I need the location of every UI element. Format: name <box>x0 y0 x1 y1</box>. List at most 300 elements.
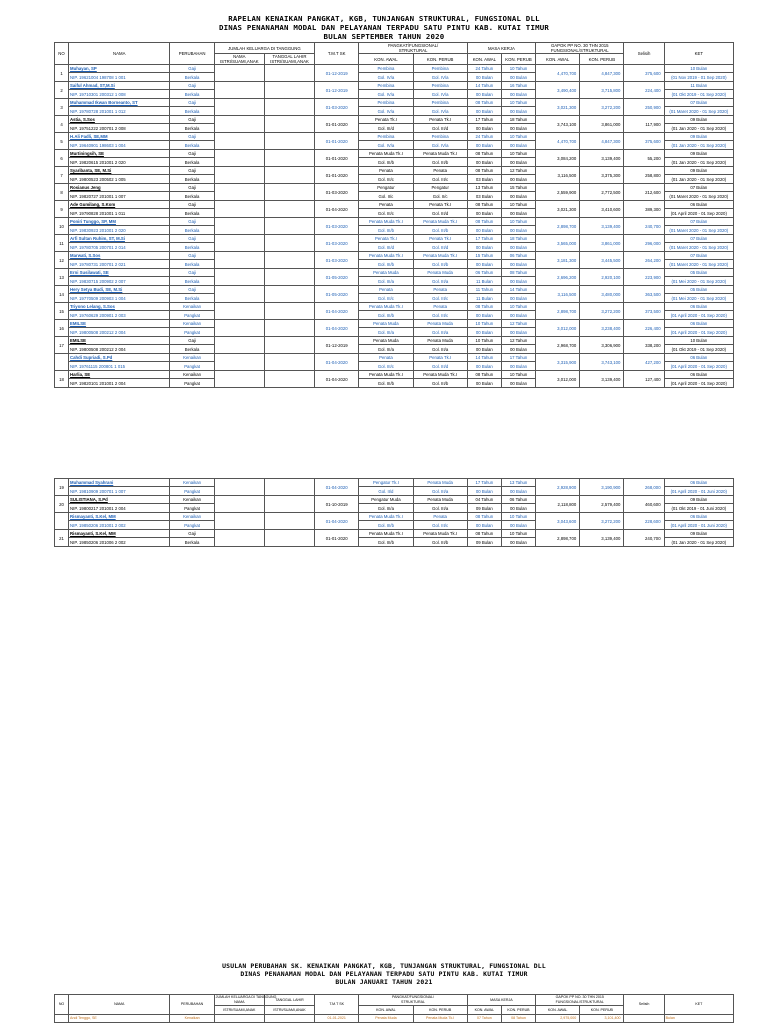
salary-change: 3,480,000 <box>580 286 624 303</box>
family-name-cell <box>214 496 264 513</box>
salary-difference: 338,200 <box>624 337 664 354</box>
change-subtype: Berkala <box>170 107 214 116</box>
family-name-cell <box>214 150 264 167</box>
rank-change-grade: Gol. IV/a <box>413 90 467 99</box>
change-type: Gaji <box>170 133 214 141</box>
period-range: (01 Okt 2019 - 01 Juni 2020) <box>664 504 733 513</box>
header-ket: KET <box>664 43 733 65</box>
family-name-cell <box>214 337 264 354</box>
service-initial-years: 08 Tahun <box>467 513 501 521</box>
service-initial-months: 00 Bulan <box>467 158 501 167</box>
rank-initial-grade: Gol. II/d <box>359 487 413 496</box>
rank-initial: Penata Muda <box>359 320 413 328</box>
header-masa-perub: KON. PERUB <box>501 54 535 65</box>
usulan-header-nama: NAMA <box>69 995 170 1015</box>
rapelan-row <box>55 65 734 73</box>
rank-change-grade: Gol. III/a <box>413 487 467 496</box>
period-range: (01 Maret 2020 - 01 Sep 2020) <box>664 260 733 269</box>
period-range: (01 Maret 2020 - 01 Sep 2020) <box>664 107 733 116</box>
rapelan-row <box>55 252 734 260</box>
salary-change: 3,139,400 <box>580 371 624 388</box>
rank-change: Penata Muda <box>413 479 467 487</box>
tmt-sk: 01-03-2020 <box>315 252 359 269</box>
salary-initial: 2,118,800 <box>536 496 580 513</box>
months-count: 06 Bulan <box>664 320 733 328</box>
rank-change: Penata Muda Tk.I <box>413 252 467 260</box>
service-initial-years: 04 Tahun <box>467 496 501 504</box>
service-change-years: 10 Tahun <box>501 530 535 538</box>
service-initial-months: 00 Bulan <box>467 90 501 99</box>
family-name-cell <box>214 184 264 201</box>
row-no: 12 <box>55 252 69 269</box>
usulan-row-tmt: 01-01-2021 <box>315 1015 359 1023</box>
service-change-years: 16 Tahun <box>501 82 535 90</box>
salary-initial: 3,565,000 <box>536 235 580 252</box>
change-type: Gaji <box>170 286 214 294</box>
rapelan-row <box>55 269 734 277</box>
rapelan-row <box>55 150 734 158</box>
rank-initial-grade: Gol. III/b <box>359 226 413 235</box>
usulan-header-no: NO <box>55 995 69 1015</box>
salary-change: 3,272,200 <box>580 303 624 320</box>
tmt-sk: 01-01-2020 <box>315 167 359 184</box>
employee-name: Poniri Tunggo, SP, MM <box>69 218 170 226</box>
rank-initial-grade: Gol. IV/a <box>359 141 413 150</box>
service-change-years: 13 Tahun <box>501 479 535 487</box>
row-no: 20 <box>55 496 69 513</box>
rank-initial: Pembina <box>359 99 413 107</box>
document-title <box>0 14 768 41</box>
service-initial-years: 08 Tahun <box>467 371 501 379</box>
usulan-title <box>0 962 768 986</box>
change-type: Gaji <box>170 167 214 175</box>
months-count: 07 Bulan <box>664 184 733 192</box>
service-initial-months: 00 Bulan <box>467 521 501 530</box>
tmt-sk: 01-04-2020 <box>315 320 359 337</box>
rank-initial: Penata <box>359 201 413 209</box>
usulan-title-line-2: DINAS PENANAMAN MODAL DAN PELAYANAN TERPADU SATU PINTU KAB. KUTAI TIMUR <box>240 970 528 978</box>
family-birth-cell <box>264 150 314 167</box>
change-subtype: Berkala <box>170 209 214 218</box>
family-birth-cell <box>264 235 314 252</box>
employee-nip: NIP. 19761115 200801 1 015 <box>69 362 170 371</box>
months-count: 09 Bulan <box>664 150 733 158</box>
period-range: (01 Okt 2019 - 01 Sep 2020) <box>664 90 733 99</box>
service-change-years: 10 Tahun <box>501 99 535 107</box>
period-range: (01 Jan 2020 - 01 Sep 2020) <box>664 158 733 167</box>
tmt-sk: 01-12-2019 <box>315 82 359 99</box>
header-keluarga-nama: NAMA ISTRI/SUAMI,ANAK <box>214 54 264 65</box>
service-change-years: 12 Tahun <box>501 337 535 345</box>
employee-nip: NIP. 19751222 200701 2 008 <box>69 124 170 133</box>
salary-initial: 4,470,700 <box>536 65 580 82</box>
service-initial-years: 17 Tahun <box>467 479 501 487</box>
service-change-years: 18 Tahun <box>501 116 535 124</box>
rank-change-grade: Gol. III/c <box>413 311 467 320</box>
salary-change: 3,375,300 <box>580 167 624 184</box>
family-birth-cell <box>264 252 314 269</box>
rank-change-grade: Gol. III/a <box>413 277 467 286</box>
employee-name: Muhammad Ikwan Borneanto, ST <box>69 99 170 107</box>
change-subtype: Berkala <box>170 124 214 133</box>
usulan-header-keluarga-tgl: TANGGAL LAHIR <box>264 995 314 1006</box>
change-type: Kenaikan <box>170 513 214 521</box>
salary-change: 3,715,800 <box>580 82 624 99</box>
service-change-months: 00 Bulan <box>501 192 535 201</box>
service-change-months: 00 Bulan <box>501 73 535 82</box>
change-subtype: Pangkat <box>170 311 214 320</box>
usulan-row-no <box>55 1015 69 1023</box>
service-change-years: 10 Tahun <box>501 201 535 209</box>
service-initial-years: 08 Tahun <box>467 303 501 311</box>
rank-change: Penata <box>413 303 467 311</box>
service-change-months: 00 Bulan <box>501 226 535 235</box>
salary-change: 3,861,000 <box>580 116 624 133</box>
rank-change: Penata Tk.I <box>413 354 467 362</box>
usulan-header-masa-awal: KON. AWAL <box>467 1006 501 1015</box>
salary-initial: 2,559,900 <box>536 184 580 201</box>
tmt-sk: 01-04-2020 <box>315 479 359 496</box>
salary-difference: 226,400 <box>624 320 664 337</box>
period-range: (01 April 2020 - 01 Sep 2020) <box>664 311 733 320</box>
rank-change: Penata Muda <box>413 496 467 504</box>
salary-initial: 3,021,300 <box>536 201 580 218</box>
salary-initial: 3,084,200 <box>536 150 580 167</box>
rapelan-row <box>55 286 734 294</box>
service-change-months: 00 Bulan <box>501 328 535 337</box>
rank-initial-grade: Gol. III/a <box>359 504 413 513</box>
employee-name: Marwati, S.Sos <box>69 252 170 260</box>
family-name-cell <box>214 252 264 269</box>
row-no: 11 <box>55 235 69 252</box>
family-birth-cell <box>264 513 314 530</box>
rank-initial-grade: Gol. III/c <box>359 362 413 371</box>
rank-initial-grade: Gol. III/c <box>359 294 413 303</box>
row-no: 2 <box>55 82 69 99</box>
rank-change-grade: Gol. III/b <box>413 538 467 547</box>
salary-initial: 3,043,600 <box>536 513 580 530</box>
service-initial-months: 03 Bulan <box>467 175 501 184</box>
months-count: 07 Bulan <box>664 252 733 260</box>
employee-nip: NIP. 19780728 201001 1 012 <box>69 107 170 116</box>
months-count: 09 Bulan <box>664 496 733 504</box>
family-birth-cell <box>264 337 314 354</box>
usulan-header-pangkat-perub: KON. PERUB <box>413 1006 467 1015</box>
salary-change: 3,272,200 <box>580 99 624 116</box>
service-change-months: 00 Bulan <box>501 141 535 150</box>
rank-initial-grade: Gol. III/d <box>359 124 413 133</box>
rank-change-grade: Gol. III/c <box>413 175 467 184</box>
employee-name: Harlia, SE <box>69 371 170 379</box>
salary-difference: 268,000 <box>624 479 664 496</box>
rank-initial-grade: Gol. III/a <box>359 328 413 337</box>
service-change-months: 00 Bulan <box>501 521 535 530</box>
rank-initial-grade: Gol. III/b <box>359 379 413 388</box>
change-type: Kenaikan <box>170 320 214 328</box>
service-initial-years: 08 Tahun <box>467 218 501 226</box>
family-name-cell <box>214 235 264 252</box>
title-line-2: DINAS PENANAMAN MODAL DAN PELAYANAN TERPADU SATU PINTU KAB. KUTAI TIMUR <box>218 23 550 32</box>
change-type: Gaji <box>170 150 214 158</box>
salary-change: 3,238,400 <box>580 320 624 337</box>
rank-change-grade: Gol. III/b <box>413 158 467 167</box>
usulan-title-line-1: USULAN PERUBAHAN SK. KENAIKAN PANGKAT, KGB, TUNJANGAN STRUKTURAL, FUNGSIONAL DLL <box>222 962 546 970</box>
rank-initial: Penata Muda Tk.I <box>359 252 413 260</box>
rank-initial: Penata Muda <box>359 337 413 345</box>
employee-name: Cahdi Supriadi, S.Pd <box>69 354 170 362</box>
service-change-months: 00 Bulan <box>501 379 535 388</box>
family-birth-cell <box>264 303 314 320</box>
rapelan-row <box>55 218 734 226</box>
change-type: Gaji <box>170 201 214 209</box>
rank-change-grade: Gol. IV/a <box>413 141 467 150</box>
change-subtype: Berkala <box>170 192 214 201</box>
period-range: (01 Maret 2020 - 01 Sep 2020) <box>664 192 733 201</box>
service-change-months: 00 Bulan <box>501 243 535 252</box>
months-count: 11 Bulan <box>664 82 733 90</box>
header-no: NO <box>55 43 69 65</box>
header-tmt: T.M.T SK <box>315 43 359 65</box>
service-change-months: 00 Bulan <box>501 311 535 320</box>
service-change-years: 14 Tahun <box>501 286 535 294</box>
service-change-years: 10 Tahun <box>501 65 535 73</box>
employee-name: H.Ali Fadli, SE,MM <box>69 133 170 141</box>
service-initial-months: 09 Bulan <box>467 538 501 547</box>
row-no: 7 <box>55 167 69 184</box>
change-subtype: Berkala <box>170 277 214 286</box>
service-initial-years: 08 Tahun <box>467 530 501 538</box>
change-type: Gaji <box>170 184 214 192</box>
change-subtype: Pangkat <box>170 504 214 513</box>
service-initial-months: 00 Bulan <box>467 73 501 82</box>
service-change-months: 00 Bulan <box>501 209 535 218</box>
salary-difference: 212,600 <box>624 184 664 201</box>
change-type: Gaji <box>170 116 214 124</box>
rank-initial-grade: Gol. III/b <box>359 538 413 547</box>
change-type: Gaji <box>170 337 214 345</box>
row-no: 13 <box>55 269 69 286</box>
tmt-sk: 01-03-2020 <box>315 184 359 201</box>
salary-initial: 3,012,000 <box>536 371 580 388</box>
employee-nip: NIP. 19800217 201001 2 004 <box>69 504 170 513</box>
period-range: (01 Jan 2020 - 01 Sep 2020) <box>664 124 733 133</box>
rapelan-continued-row <box>55 513 734 521</box>
rank-change: Pembina <box>413 133 467 141</box>
salary-change: 3,445,500 <box>580 252 624 269</box>
employee-name: Triyono Lelang, S.Sos <box>69 303 170 311</box>
header-gapok-perub: KON. PERUB <box>580 54 624 65</box>
service-initial-months: 00 Bulan <box>467 243 501 252</box>
rank-initial: Penata Muda <box>359 269 413 277</box>
service-initial-years: 11 Tahun <box>467 286 501 294</box>
family-birth-cell <box>264 371 314 388</box>
salary-difference: 250,900 <box>624 99 664 116</box>
salary-initial: 3,315,900 <box>536 354 580 371</box>
employee-nip: NIP. 19800508 200212 2 004 <box>69 345 170 354</box>
change-type: Gaji <box>170 65 214 73</box>
rapelan-row <box>55 320 734 328</box>
header-pangkat-perub: KON. PERUB <box>413 54 467 65</box>
salary-initial: 3,012,000 <box>536 320 580 337</box>
family-birth-cell <box>264 184 314 201</box>
rank-change-grade: Gol. IV/a <box>413 73 467 82</box>
rank-initial: Penata Muda Tk.I <box>359 530 413 538</box>
row-no: 14 <box>55 286 69 303</box>
period-range: (01 Maret 2020 - 01 Sep 2020) <box>664 226 733 235</box>
service-change-years: 12 Tahun <box>501 167 535 175</box>
row-no: 19 <box>55 479 69 496</box>
service-initial-months: 00 Bulan <box>467 345 501 354</box>
tmt-sk: 01-04-2020 <box>315 303 359 320</box>
employee-nip: NIP. 19800508 200212 2 004 <box>69 328 170 337</box>
salary-change: 4,847,300 <box>580 65 624 82</box>
usulan-header-gapok-perub: KON. PERUB <box>580 1006 624 1015</box>
months-count: 05 Bulan <box>664 269 733 277</box>
months-count: 07 Bulan <box>664 99 733 107</box>
salary-difference: 460,600 <box>624 496 664 513</box>
rank-change: Penata <box>413 513 467 521</box>
period-range: (01 Nov 2019 - 01 Sep 2020) <box>664 73 733 82</box>
row-no: 8 <box>55 184 69 201</box>
service-initial-years: 10 Tahun <box>467 320 501 328</box>
family-name-cell <box>214 65 264 82</box>
employee-name: EMILSE <box>69 337 170 345</box>
service-change-years: 12 Tahun <box>501 320 535 328</box>
row-no: 15 <box>55 303 69 320</box>
service-initial-years: 08 Tahun <box>467 167 501 175</box>
family-name-cell <box>214 354 264 371</box>
usulan-header-ket: KET <box>664 995 733 1015</box>
service-change-months: 00 Bulan <box>501 158 535 167</box>
usulan-header-perubahan: PERUBAHAN <box>170 995 214 1015</box>
employee-name: Muhammad Syahrani <box>69 479 170 487</box>
rapelan-row <box>55 337 734 345</box>
employee-nip: NIP. 19830923 201001 2 020 <box>69 226 170 235</box>
title-line-3: BULAN SEPTEMBER TAHUN 2020 <box>323 32 445 41</box>
period-range: (01 Jan 2020 - 01 Sep 2020) <box>664 538 733 547</box>
change-subtype: Pangkat <box>170 521 214 530</box>
usulan-row-pangkat-awal: Penata Muda <box>359 1015 413 1023</box>
family-birth-cell <box>264 82 314 99</box>
service-initial-years: 10 Tahun <box>467 337 501 345</box>
usulan-table <box>54 994 734 1023</box>
tmt-sk: 01-04-2020 <box>315 354 359 371</box>
period-range: (01 Jan 2020 - 01 Sep 2020) <box>664 141 733 150</box>
service-change-months: 00 Bulan <box>501 107 535 116</box>
service-change-months: 00 Bulan <box>501 260 535 269</box>
tmt-sk: 01-01-2020 <box>315 150 359 167</box>
row-no <box>55 513 69 530</box>
months-count: 07 Bulan <box>664 218 733 226</box>
rank-change: Pengatur <box>413 184 467 192</box>
salary-initial: 2,898,700 <box>536 530 580 547</box>
rapelan-continued-row <box>55 530 734 538</box>
employee-nip: NIP. 19820727 201001 1 007 <box>69 192 170 201</box>
rank-change-grade: Gol. III/b <box>413 379 467 388</box>
rapelan-row <box>55 354 734 362</box>
rank-initial: Penata Muda Tk.I <box>359 303 413 311</box>
change-subtype: Pangkat <box>170 362 214 371</box>
change-subtype: Berkala <box>170 141 214 150</box>
service-initial-months: 11 Bulan <box>467 277 501 286</box>
salary-difference: 264,200 <box>624 252 664 269</box>
family-birth-cell <box>264 479 314 496</box>
service-change-months: 00 Bulan <box>501 504 535 513</box>
salary-difference: 427,200 <box>624 354 664 371</box>
change-subtype: Berkala <box>170 294 214 303</box>
family-birth-cell <box>264 354 314 371</box>
rank-change: Penata Muda Tk.I <box>413 371 467 379</box>
salary-change: 3,306,900 <box>580 337 624 354</box>
salary-change: 3,410,600 <box>580 201 624 218</box>
tmt-sk: 01-01-2020 <box>315 530 359 547</box>
period-range: (01 April 2020 - 01 Sep 2020) <box>664 379 733 388</box>
rapelan-row <box>55 133 734 141</box>
usulan-header-masa: MASA KERJA <box>467 995 535 1006</box>
rapelan-row <box>55 303 734 311</box>
tmt-sk: 01-03-2020 <box>315 99 359 116</box>
family-birth-cell <box>264 65 314 82</box>
usulan-header-keluarga-nama: JUMLAH KELUARGA DI TANGGUNG NAMA <box>215 995 277 1004</box>
service-initial-months: 00 Bulan <box>467 379 501 388</box>
service-initial-months: 00 Bulan <box>467 260 501 269</box>
months-count: 09 Bulan <box>664 167 733 175</box>
change-type: Gaji <box>170 99 214 107</box>
usulan-header-pangkat: PANGKAT/FUNGSIONAL/ STRUKTURAL <box>359 995 467 1006</box>
service-change-years: 10 Tahun <box>501 150 535 158</box>
usulan-row-masa-perub: 08 Tahun <box>501 1015 535 1023</box>
employee-name: Murtiningsih, SE <box>69 150 170 158</box>
employee-name: EMILSE <box>69 320 170 328</box>
rank-change: Penata Muda Tk.I <box>413 150 467 158</box>
salary-initial: 3,116,500 <box>536 167 580 184</box>
employee-nip: NIP. 19800523 200502 1 005 <box>69 175 170 184</box>
family-name-cell <box>214 286 264 303</box>
change-subtype: Berkala <box>170 243 214 252</box>
period-range: (01 Mei 2020 - 01 Sep 2020) <box>664 277 733 286</box>
service-change-years: 06 Tahun <box>501 252 535 260</box>
service-change-months: 00 Bulan <box>501 538 535 547</box>
months-count: 06 Bulan <box>664 513 733 521</box>
tmt-sk: 01-03-2020 <box>315 218 359 235</box>
rank-initial: Penata Muda Tk.I <box>359 218 413 226</box>
salary-initial: 2,696,200 <box>536 269 580 286</box>
row-no: 1 <box>55 65 69 82</box>
row-no: 10 <box>55 218 69 235</box>
rank-change-grade: Gol. III/d <box>413 243 467 252</box>
change-subtype: Berkala <box>170 175 214 184</box>
rank-change: Penata Muda <box>413 337 467 345</box>
salary-initial: 2,968,700 <box>536 337 580 354</box>
employee-name: Muhayan, SP <box>69 65 170 73</box>
rank-change-grade: Gol. III/b <box>413 260 467 269</box>
rank-change-grade: Gol. II/c <box>413 192 467 201</box>
rank-change-grade: Gol. III/a <box>413 345 467 354</box>
salary-change: 3,139,400 <box>580 150 624 167</box>
salary-change: 3,139,400 <box>580 218 624 235</box>
change-type: Kenaikan <box>170 303 214 311</box>
salary-change: 3,190,900 <box>580 479 624 496</box>
rank-initial-grade: Gol. III/a <box>359 345 413 354</box>
salary-difference: 389,300 <box>624 201 664 218</box>
usulan-row-change: Kenaikan <box>170 1015 214 1023</box>
header-selisih: Selisih <box>624 43 664 65</box>
change-type: Kenaikan <box>170 371 214 379</box>
employee-name: Hery Setya Budi, SE, M.Si <box>69 286 170 294</box>
salary-difference: 240,700 <box>624 218 664 235</box>
change-subtype: Berkala <box>170 73 214 82</box>
change-type: Gaji <box>170 82 214 90</box>
